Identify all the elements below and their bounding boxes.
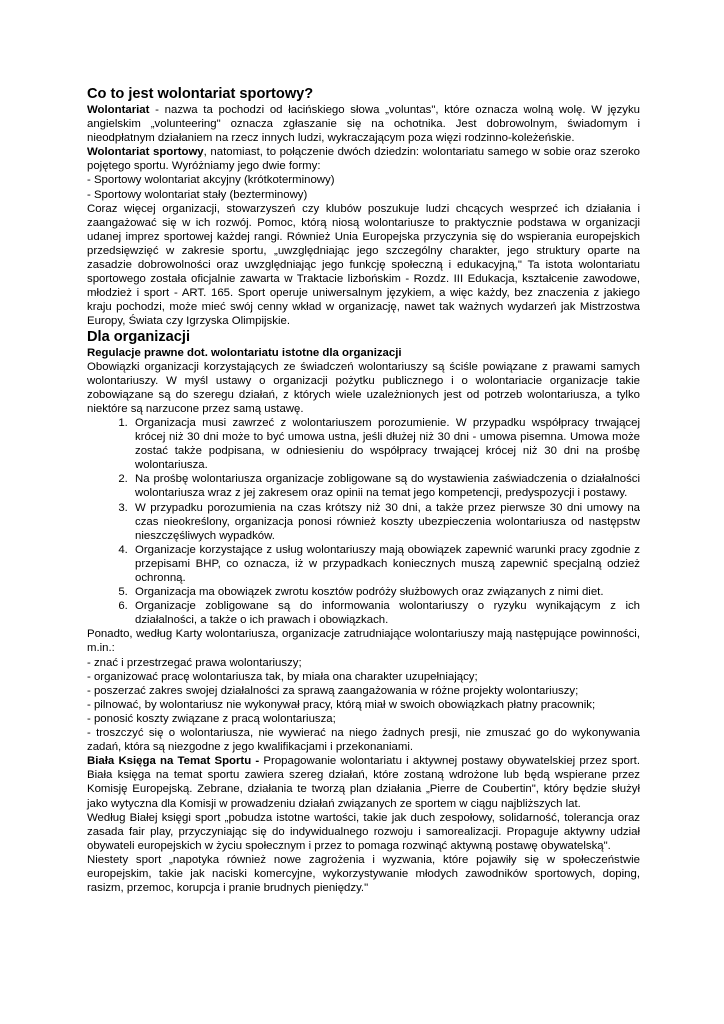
white-paper-title: Biała Księga na Temat Sportu - — [87, 755, 260, 768]
term-wolontariat-sportowy: Wolontariat sportowy — [87, 146, 204, 159]
list-item: 4. Organizacje korzystające z usług wolontariuszy mają obowiązek zapewnić warunki pracy zgodnie z przepisami BHP, co oznacza, iż w przypadkach koniecznych muszą zapewnić specjalną odzież ochronną. — [131, 543, 640, 585]
duty-item: - organizować pracę wolontariusza tak, by miała ona charakter uzupełniający; — [87, 670, 478, 683]
section-paragraph-4: Niestety sport „napotyka również nowe zagrożenia i wyzwania, które pojawiły się w społeczeństwie europejskim, takie jak naciski komercyjne, wykorzystywanie młodych zawodników sportowych, doping, rasizm, przemoc, korupcja i pranie brudnych pieniędzy." — [87, 853, 640, 895]
form-item: - Sportowy wolontariat akcyjny (krótkoterminowy) — [87, 174, 335, 187]
obligations-list — [87, 416, 640, 627]
list-item: 2. Na prośbę wolontariusza organizacje zobligowane są do wystawienia zaświadczenia o działalności wolontariusza wraz z jej zakresem oraz opinii na temat jego kompetencji, predyspozycji i postawy. — [131, 472, 640, 500]
duty-item: - ponosić koszty związane z pracą wolontariusza; — [87, 712, 336, 725]
section-paragraph-2: Ponadto, według Karty wolontariusza, organizacje zatrudniające wolontariuszy mają następujące powinności, m.in.: — [87, 628, 640, 655]
page-title: Co to jest wolontariat sportowy? — [87, 86, 314, 102]
document-page — [87, 86, 640, 895]
list-item: 1. Organizacja musi zawrzeć z wolontariuszem porozumienie. W przypadku współpracy trwającej krócej niż 30 dni może to być umowa ustna, jeśli dłużej niż 30 dni - umowa pisemna. Umowa może zostać także podpisana, w odniesieniu do współpracy trwającej krócej niż 30 dni na prośbę wolontariusza. — [131, 416, 640, 472]
section-paragraph-3: Według Białej księgi sport „pobudza istotne wartości, takie jak duch zespołowy, solidarność, tolerancja oraz zasada fair play, przyczyniając się do indywidualnego rozwoju i samorealizacji. Propaguje aktywny udział obywateli europejskich w życiu społecznym i przez to pomaga rozwinąć aktywną postawę obywatelską". — [87, 811, 640, 852]
duty-item: - poszerzać zakres swojej działalności za sprawą zaangażowania w różne projekty wolontariuszy; — [87, 684, 579, 697]
form-item: - Sportowy wolontariat stały (bezterminowy) — [87, 188, 308, 201]
intro-paragraph-3: Coraz więcej organizacji, stowarzyszeń czy klubów poszukuje ludzi chcących wesprzeć ich działania i zaangażować się w ich rozwój. Pomoc, którą niosą wolontariusze to praktycznie podstawa w organizacji udanej imprez sportowej każdej rangi. Również Unia Europejska przyczynia się do wspierania europejskich przedsięwzięć w zakresie sportu, „uwzględniając jego szczególny charakter, jego struktury oparte na zasadzie dobrowolności oraz uwzględniając jego funkcję społeczną i edukacyjną," Ta istota wolontariatu sportowego została oficjalnie zawarta w Traktacie lizbońskim - Rozdz. III Edukacja, kształcenie zawodowe, młodzież i sport - ART. 165. Sport operuje uniwersalnym językiem, a więc każdy, bez znaczenia z jakiego kraju pochodzi, może mieć swój cenny wkład w organizację, nawet tak ważnych wydarzeń jak Mistrzostwa Europy, Świata czy Igrzyska Olimpijskie. — [87, 202, 640, 328]
duty-item: - znać i przestrzegać prawa wolontariuszy; — [87, 656, 302, 669]
duty-item-last: - troszczyć się o wolontariusza, nie wywierać na niego żadnych presji, nie zmuszać go do wykonywania zadań, która są niezgodne z jego kwalifikacjami i przekonaniami. — [87, 727, 640, 754]
section-heading: Dla organizacji — [87, 328, 190, 345]
list-item: 6. Organizacje zobligowane są do informowania wolontariuszy o ryzyku wynikającym z ich działalności, a także o ich prawach i obowiązkach. — [131, 599, 640, 627]
section-subheading: Regulacje prawne dot. wolontariatu istotne dla organizacji — [87, 346, 402, 359]
list-item: 3. W przypadku porozumienia na czas krótszy niż 30 dni, a także przez pierwsze 30 dni umowy na czas nieokreślony, organizacja ponosi również koszty ubezpieczenia wolontariusza od następstw nieszczęśliwych wypadków. — [131, 501, 640, 543]
list-item: 5. Organizacja ma obowiązek zwrotu kosztów podróży służbowych oraz związanych z nimi diet. — [131, 585, 640, 599]
intro-paragraph-1: Wolontariat - nazwa ta pochodzi od łacińskiego słowa „voluntas", które oznacza wolną wolę. W języku angielskim „volunteering" oznacza zgłaszanie się na ochotnika. Jest dobrowolnym, świadomym i nieodpłatnym działaniem na rzecz innych ludzi, wykraczającym poza więzi rodzinno-koleżeńskie. — [87, 104, 640, 145]
intro-paragraph-2: Wolontariat sportowy, natomiast, to połączenie dwóch dziedzin: wolontariatu samego w sobie oraz szeroko pojętego sportu. Wyróżniamy jego dwie formy: — [87, 146, 641, 173]
duty-item: - pilnować, by wolontariusz nie wykonywał pracy, którą miał w swoich obowiązkach płatny pracownik; — [87, 698, 596, 711]
section-paragraph-1: Obowiązki organizacji korzystających ze świadczeń wolontariuszy są ściśle powiązane z prawami samych wolontariuszy. W myśl ustawy o organizacji pożytku publicznego i o wolontariacie organizacje takie zobowiązane są do szeregu działań, z których wiele uzależnionych jest od potrzeb wolontariusza, a tylko niektóre są narzucone przez samą ustawę. — [87, 360, 640, 415]
white-paper-paragraph: Biała Księga na Temat Sportu - Propagowanie wolontariatu i aktywnej postawy obywatelskiej przez sport. Biała księga na temat sportu zawiera szereg działań, które zostaną wdrożone lub będą wspierane przez Komisję Europejską. Zebrane, działania te tworzą plan działania „Pierre de Coubertin", który będzie służył jako wytyczna dla Komisji w prowadzeniu działań związanych ze sportem w ciągu najbliższych lat. — [87, 755, 640, 810]
term-wolontariat: Wolontariat — [87, 104, 150, 116]
